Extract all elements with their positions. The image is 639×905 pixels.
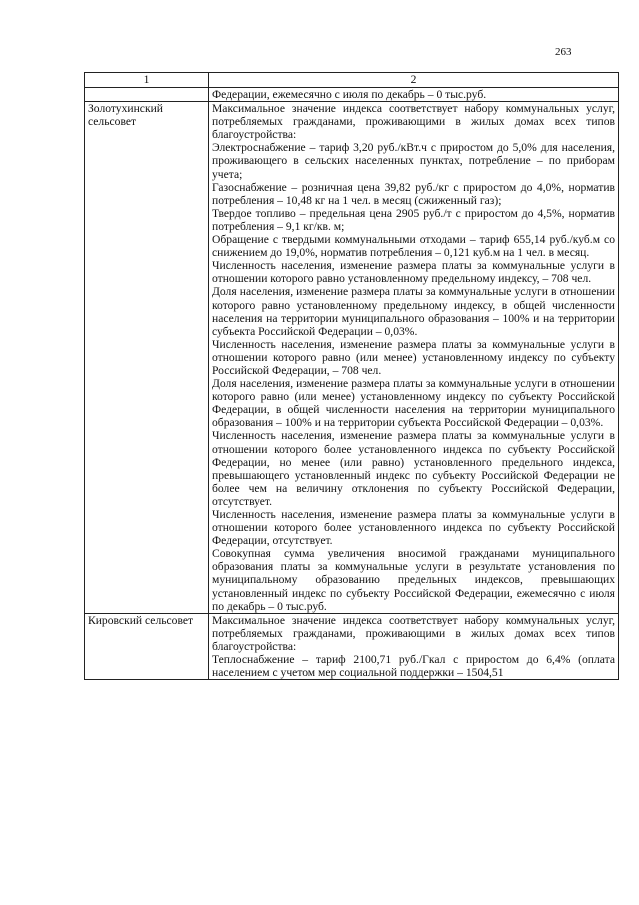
paragraph: Теплоснабжение – тариф 2100,71 руб./Гкал с приростом до 6,4% (оплата населением с учетом мер социальной поддержки – 1504,51 [212,653,615,680]
page-number: 263 [555,46,572,58]
paragraph: Газоснабжение – розничная цена 39,82 руб./кг с приростом до 4,0%, норматив потребления – 10,48 кг на 1 чел. в месяц (сжиженный газ); [212,180,615,207]
paragraph: Максимальное значение индекса соответствует набору коммунальных услуг, потребляемых гражданами, проживающими в жилых домах всех типов благоустройства: [212,613,615,653]
paragraph: Численность населения, изменение размера платы за коммунальные услуги в отношении которого более установленного индекса по субъекту Российской Федерации, отсутствует. [212,508,615,548]
paragraph: Совокупная сумма увеличения вносимой гражданами муниципального образования платы за коммунальные услуги в результате установления по муниципальному образованию предельных индексов, превышающих установленный индекс по субъекту Российской Федерации, ежемесячно с июля по декабрь – 0 тыс.руб. [212,547,615,613]
paragraph: Электроснабжение – тариф 3,20 руб./кВт.ч с приростом до 5,0% для населения, проживающего в сельских населенных пунктах, потребление – по приборам учета; [212,141,615,181]
municipality-name: Золотухинский сельсовет [88,102,163,129]
continuation-row [85,88,619,102]
column-header-1: 1 [85,73,209,88]
description-cell [209,613,619,679]
paragraph: Твердое топливо – предельная цена 2905 руб./т с приростом до 4,5%, норматив потребления – 9,1 кг/кв. м; [212,206,615,233]
column-header-2: 2 [209,73,619,88]
paragraph: Доля населения, изменение размера платы за коммунальные услуги в отношении которого равно (или менее) установленному индексу по субъекту Российской Федерации, в общей численности населения на территории муниципального образования – 100% и на территории субъекта Российской Федерации – 0,03%. [212,377,615,430]
paragraph: Численность населения, изменение размера платы за коммунальные услуги в отношении которого равно установленному предельному индексу, – 708 чел. [212,259,615,286]
municipality-cell [85,102,209,614]
continuation-text: Федерации, ежемесячно с июля по декабрь – 0 тыс.руб. [212,88,487,101]
table-row-zolotukhinsky [85,102,619,614]
municipal-index-table [84,72,619,680]
paragraph: Обращение с твердыми коммунальными отходами – тариф 655,14 руб./куб.м со снижением до 19,0%, норматив потребления – 0,121 куб.м на 1 чел. в месяц. [212,233,615,260]
table-header-row [85,73,619,88]
continuation-empty-cell [85,88,209,102]
municipality-name: Кировский сельсовет [88,613,194,627]
paragraph: Численность населения, изменение размера платы за коммунальные услуги в отношении которого более установленного индекса по субъекту Российской Федерации, но менее (или равно) установленного предельного индекса, превышающего установленный индекс по субъекту Российской Федерации не более чем на величину отклонения по субъекту Российской Федерации, отсутствует. [212,429,615,508]
paragraph: Численность населения, изменение размера платы за коммунальные услуги в отношении которого равно (или менее) установленному индексу по субъекту Российской Федерации, – 708 чел. [212,337,615,377]
description-cell [209,102,619,614]
paragraph: Максимальное значение индекса соответствует набору коммунальных услуг, потребляемых гражданами, проживающими в жилых домах всех типов благоустройства: [212,102,615,142]
continuation-cell [209,88,619,102]
municipality-cell [85,613,209,679]
table-row-kirovsky [85,613,619,679]
paragraph: Доля населения, изменение размера платы за коммунальные услуги в отношении которого равно установленному предельному индексу, в общей численности населения на территории муниципального образования – 100% и на территории субъекта Российской Федерации – 0,03%. [212,285,615,338]
